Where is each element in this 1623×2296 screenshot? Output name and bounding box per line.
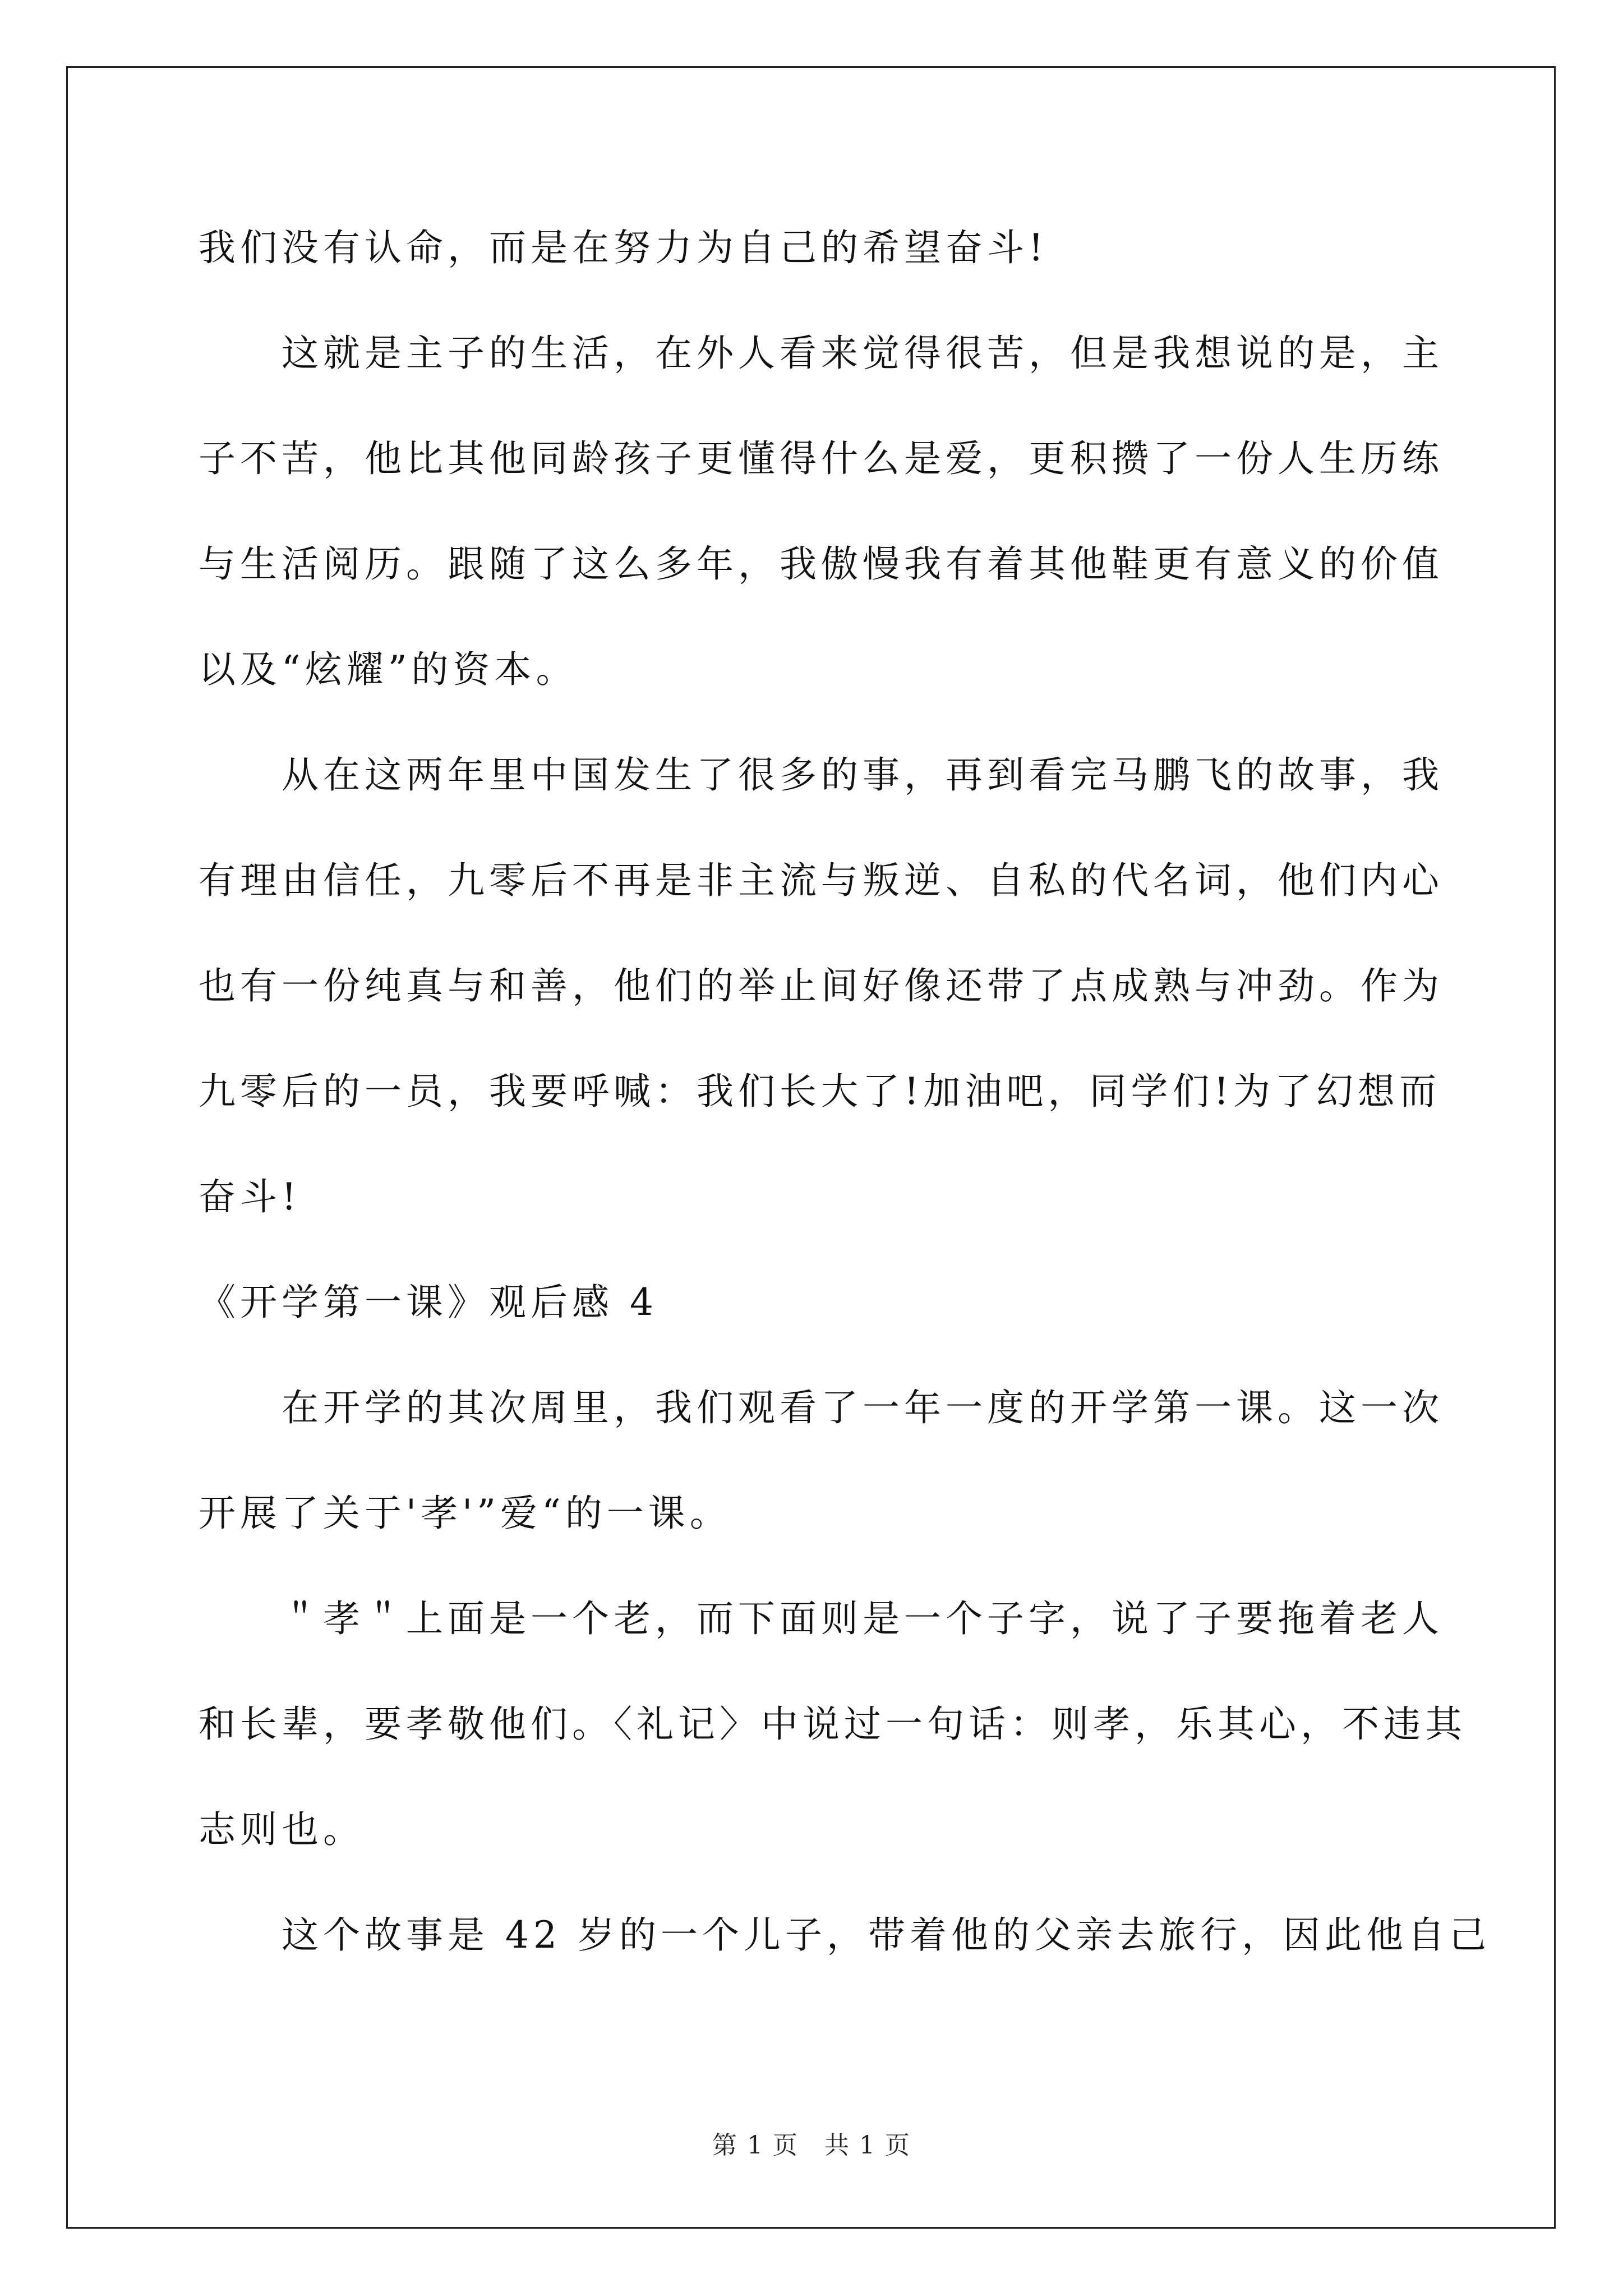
document-body <box>199 195 1491 1988</box>
text-line: 这就是主子的生活，在外人看来觉得很苦，但是我想说的是，主 <box>199 332 1444 375</box>
text-line: ＂孝＂上面是一个老，而下面则是一个子字，说了子要拖着老人 <box>199 1597 1444 1640</box>
text-line: 子不苦，他比其他同龄孩子更懂得什么是爱，更积攒了一份人生历练 <box>199 437 1444 480</box>
text-line: 九零后的一员，我要呼喊：我们长大了!加油吧，同学们!为了幻想而 <box>199 1070 1441 1113</box>
text-line: 有理由信任，九零后不再是非主流与叛逆、自私的代名词，他们内心 <box>199 859 1444 902</box>
text-line: 奋斗! <box>199 1175 301 1218</box>
text-line: 开展了关于'孝'”爱“的一课。 <box>199 1492 731 1535</box>
text-line: 和长辈，要孝敬他们。〈礼记〉中说过一句话：则孝，乐其心，不违其 <box>199 1703 1467 1746</box>
text-line: 这个故事是 42 岁的一个儿子，带着他的父亲去旅行，因此他自己 <box>199 1913 1491 1957</box>
text-line: 志则也。 <box>199 1808 365 1851</box>
text-line: 从在这两年里中国发生了很多的事，再到看完马鹏飞的故事，我 <box>199 753 1444 797</box>
text-line: 我们没有认命，而是在努力为自己的希望奋斗! <box>199 226 1048 269</box>
section-heading: 《开学第一课》观后感 4 <box>199 1281 658 1324</box>
text-line: 在开学的其次周里，我们观看了一年一度的开学第一课。这一次 <box>199 1386 1444 1429</box>
text-line: 以及“炫耀”的资本。 <box>199 648 578 691</box>
page-footer: 第 1 页 共 1 页 <box>712 2131 911 2160</box>
text-line: 与生活阅历。跟随了这么多年，我傲慢我有着其他鞋更有意义的价值 <box>199 542 1444 586</box>
text-line: 也有一份纯真与和善，他们的举止间好像还带了点成熟与冲劲。作为 <box>199 964 1444 1007</box>
